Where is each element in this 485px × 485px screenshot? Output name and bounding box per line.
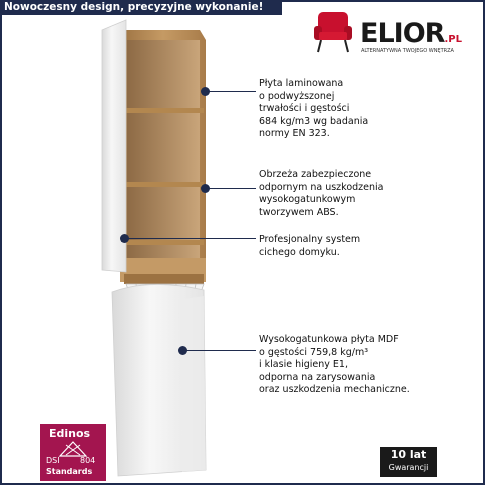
warranty-badge (380, 447, 437, 477)
warranty-years: 10 lat (390, 448, 427, 461)
callout-soft-close: Profesjonalny system cichego domyku. (259, 234, 361, 258)
callout-line-3 (126, 238, 256, 239)
edinos-standards: Standards (46, 467, 93, 476)
edinos-dsi: DSI (46, 456, 60, 465)
callout-line-1 (207, 91, 256, 92)
edinos-emblem-icon (58, 441, 88, 457)
logo-tld: .PL (444, 34, 462, 45)
callout-line-4 (184, 350, 256, 351)
upper-cabinet (102, 20, 206, 284)
edinos-badge (40, 424, 106, 481)
logo-name: ELIOR (360, 18, 445, 49)
callout-mdf: Wysokogatunkowa płyta MDF o gęstości 759,8 kg/m³ i klasie higieny E1, odporna na zarysowania oraz uszkodzenia mechaniczne. (259, 334, 410, 395)
callout-edges: Obrzeża zabezpieczone odpornym na uszkodzenia wysokogatunkowym tworzywem ABS. (259, 169, 384, 218)
edinos-name: Edinos (49, 427, 91, 440)
slogan-banner: Nowoczesny design, precyzyjne wykonanie! (0, 0, 282, 15)
lower-door (112, 284, 206, 476)
callout-laminate: Płyta laminowana o podwyższonej trwałości i gęstości 684 kg/m3 wg badania normy EN 323. (259, 78, 369, 139)
warranty-label: Gwarancji (388, 463, 429, 472)
edinos-number: 804 (80, 456, 96, 465)
callout-line-2 (207, 188, 256, 189)
logo-tagline: ALTERNATYWNA TWOJEGO WNĘTRZA (361, 48, 454, 54)
